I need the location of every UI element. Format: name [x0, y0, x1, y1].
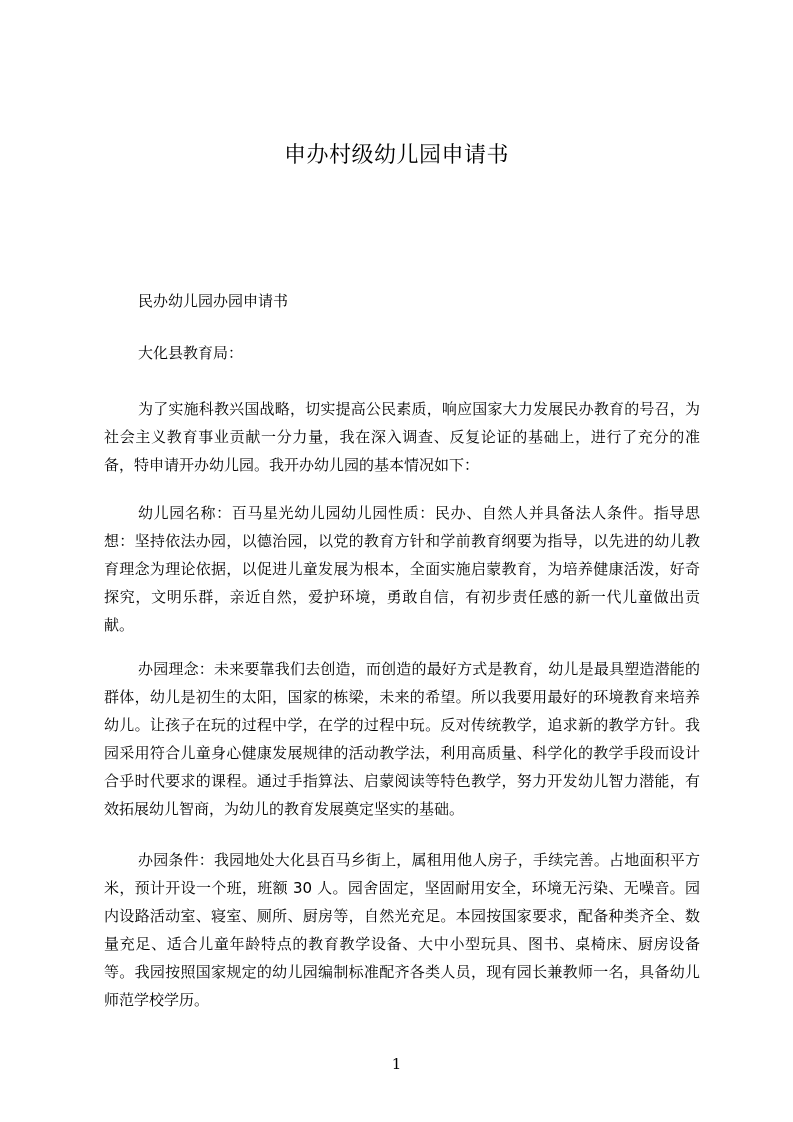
page-number: 1	[391, 1055, 402, 1073]
subtitle-paragraph: 民办幼儿园办园申请书	[138, 292, 289, 310]
kindergarten-info-paragraph: 幼儿园名称：百马星光幼儿园幼儿园性质：民办、自然人并具备法人条件。指导思想：坚持依法办园，以德治园，以党的教育方针和学前教育纲要为指导，以先进的幼儿教育理念为理论依据，以促进儿童发展为根本，全面实施启蒙教育，为培养健康活泼，好奇探究，文明乐群，亲近自然，爱护环境，勇敢自信，有初步责任感的新一代儿童做出贡献。	[104, 504, 700, 634]
philosophy-paragraph: 办园理念：未来要靠我们去创造，而创造的最好方式是教育，幼儿是最具塑造潜能的群体，幼儿是初生的太阳，国家的栋梁，未来的希望。所以我要用最好的环境教育来培养幼儿。让孩子在玩的过程中学，在学的过程中玩。反对传统教学，追求新的教学方针。我园采用符合儿童身心健康发展规律的活动教学法，利用高质量、科学化的教学手段而设计合乎时代要求的课程。通过手指算法、启蒙阅读等特色教学，努力开发幼儿智力潜能，有效拓展幼儿智商，为幼儿的教育发展奠定坚实的基础。	[104, 660, 700, 818]
conditions-paragraph: 办园条件：我园地处大化县百马乡街上，属租用他人房子，手续完善。占地面积平方米，预计开设一个班，班额 30 人。园舍固定，坚固耐用安全，环境无污染、无噪音。园内设路活动室、寝室、厕所、厨房等，自然光充足。本园按国家要求，配备种类齐全、数量充足、适合儿童年龄特点的教育教学设备、大中小型玩具、图书、桌椅床、厨房设备等。我园按照国家规定的幼儿园编制标准配齐各类人员，现有园长兼教师一名，具备幼儿师范学校学历。	[104, 851, 700, 1009]
intro-paragraph: 为了实施科教兴国战略，切实提高公民素质，响应国家大力发展民办教育的号召，为社会主义教育事业贡献一分力量，我在深入调查、反复论证的基础上，进行了充分的准备，特申请开办幼儿园。我开办幼儿园的基本情况如下：	[104, 400, 700, 474]
salutation-paragraph: 大化县教育局：	[138, 344, 244, 362]
document-title: 申办村级幼儿园申请书	[283, 143, 509, 168]
